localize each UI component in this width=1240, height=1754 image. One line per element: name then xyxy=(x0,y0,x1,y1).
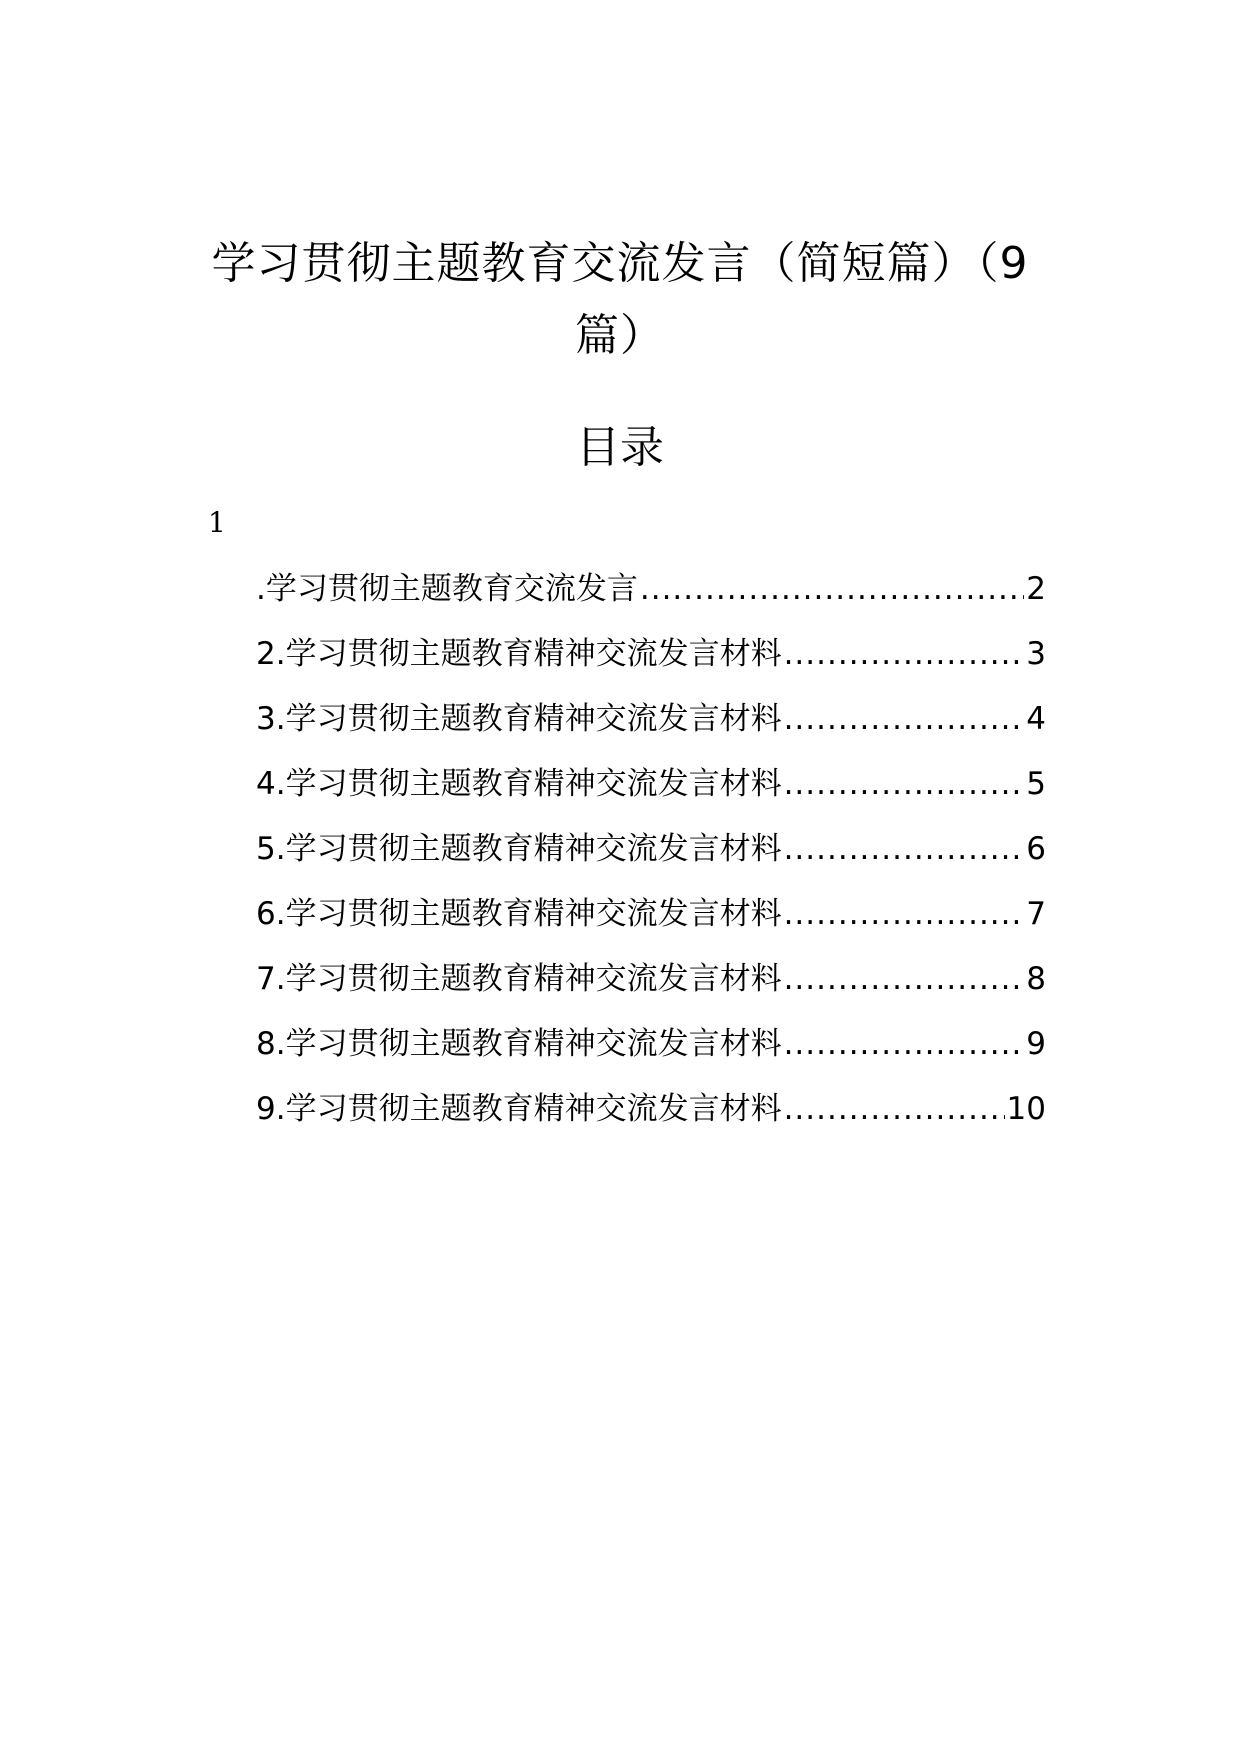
table-of-contents xyxy=(256,563,1046,1148)
document-title xyxy=(190,228,1050,372)
toc-entry-label: 6.学习贯彻主题教育精神交流发言材料 xyxy=(256,896,782,932)
toc-entry-page: 8 xyxy=(1026,961,1046,997)
toc-entry-label: 7.学习贯彻主题教育精神交流发言材料 xyxy=(256,961,782,997)
document-title-line-1: 学习贯彻主题教育交流发言（简短篇）（9 xyxy=(211,238,1029,289)
toc-entry-page: 7 xyxy=(1026,896,1046,932)
toc-leader-dots xyxy=(784,1091,1005,1127)
toc-leader-dots xyxy=(784,766,1025,802)
toc-entry-label: 5.学习贯彻主题教育精神交流发言材料 xyxy=(256,831,782,867)
toc-entry-page: 6 xyxy=(1026,831,1046,867)
toc-entry-1[interactable] xyxy=(256,563,1046,628)
toc-stray-number: 1 xyxy=(208,506,226,539)
toc-entry-6[interactable] xyxy=(256,888,1046,953)
toc-entry-4[interactable] xyxy=(256,758,1046,823)
toc-entry-7[interactable] xyxy=(256,953,1046,1018)
toc-entry-label: 2.学习贯彻主题教育精神交流发言材料 xyxy=(256,636,782,672)
toc-leader-dots xyxy=(784,961,1025,997)
toc-entry-label: 9.学习贯彻主题教育精神交流发言材料 xyxy=(256,1091,782,1127)
toc-leader-dots xyxy=(784,1026,1025,1062)
toc-entry-2[interactable] xyxy=(256,628,1046,693)
toc-entry-page: 10 xyxy=(1006,1091,1046,1127)
toc-entry-page: 4 xyxy=(1026,701,1046,737)
toc-leader-dots xyxy=(784,831,1025,867)
toc-leader-dots xyxy=(640,571,1024,607)
toc-entry-page: 2 xyxy=(1026,571,1046,607)
toc-heading: 目录 xyxy=(576,422,664,473)
toc-entry-3[interactable] xyxy=(256,693,1046,758)
toc-entry-page: 3 xyxy=(1026,636,1046,672)
toc-entry-page: 9 xyxy=(1026,1026,1046,1062)
toc-entry-5[interactable] xyxy=(256,823,1046,888)
toc-leader-dots xyxy=(784,636,1025,672)
toc-leader-dots xyxy=(784,896,1025,932)
toc-entry-label: .学习贯彻主题教育交流发言 xyxy=(256,571,638,607)
toc-entry-9[interactable] xyxy=(256,1083,1046,1148)
toc-leader-dots xyxy=(784,701,1025,737)
toc-entry-8[interactable] xyxy=(256,1018,1046,1083)
toc-entry-label: 4.学习贯彻主题教育精神交流发言材料 xyxy=(256,766,782,802)
toc-entry-label: 8.学习贯彻主题教育精神交流发言材料 xyxy=(256,1026,782,1062)
toc-entry-page: 5 xyxy=(1026,766,1046,802)
toc-entry-label: 3.学习贯彻主题教育精神交流发言材料 xyxy=(256,701,782,737)
document-title-line-2: 篇） xyxy=(575,310,665,361)
